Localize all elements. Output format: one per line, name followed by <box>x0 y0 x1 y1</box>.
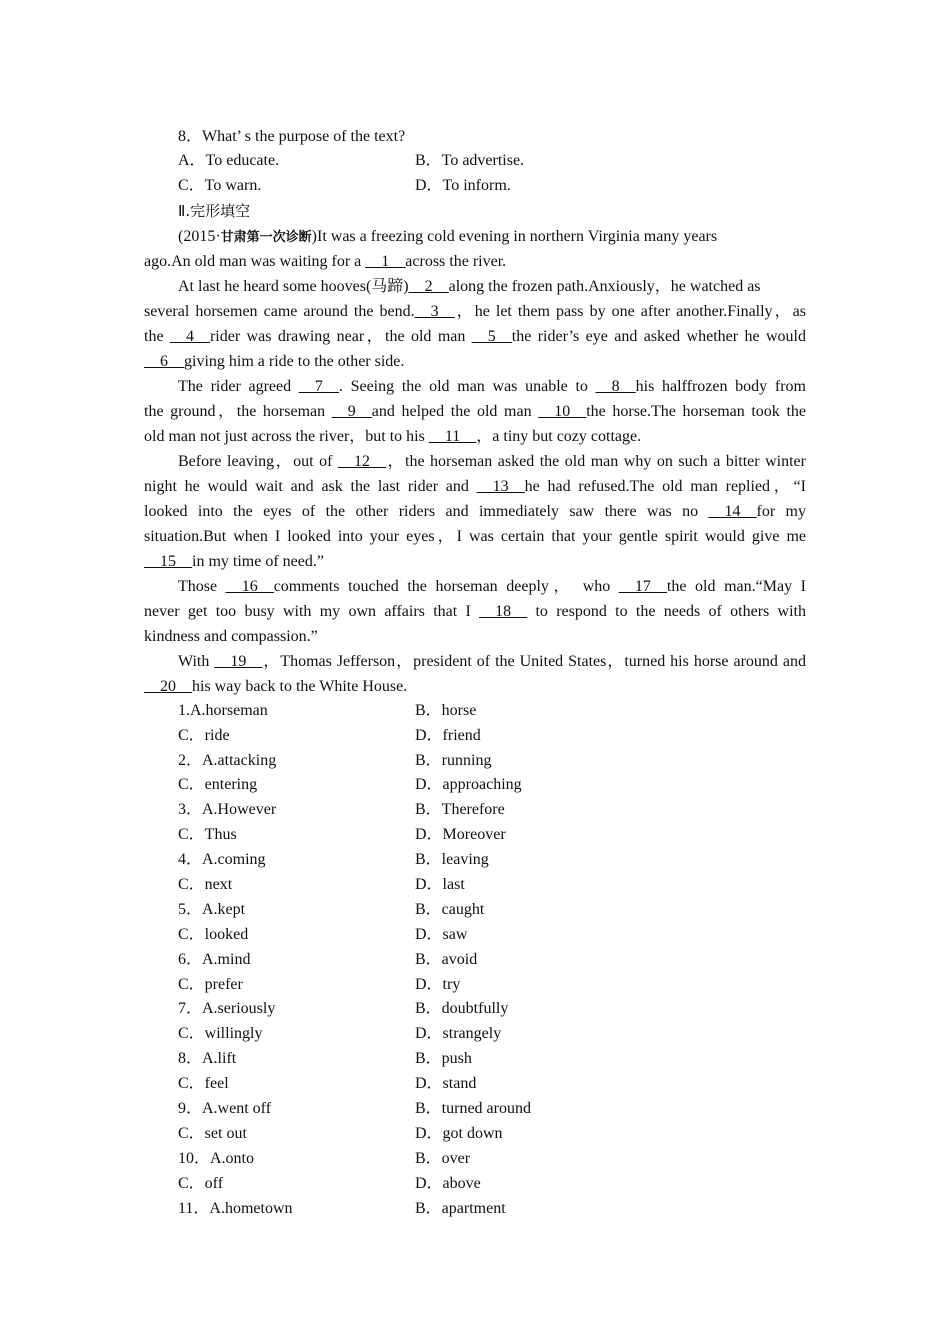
option-right: B．caught <box>415 900 485 918</box>
option-row <box>144 749 806 774</box>
passage-text: comments touched the horseman deeply， who <box>273 577 619 595</box>
option-right: B．horse <box>415 701 477 719</box>
option-left: 2．A.attacking <box>178 751 277 769</box>
option-row <box>144 724 806 749</box>
passage-text: Before leaving，out of <box>178 452 338 470</box>
option-left: C．ride <box>178 726 230 744</box>
passage-line <box>144 474 806 499</box>
document-page <box>144 124 806 1221</box>
passage-text: the rider’s eye and asked whether he would <box>511 327 806 345</box>
option-c: C．To warn. <box>178 176 262 194</box>
blank-11: __11__ <box>428 427 477 445</box>
option-row <box>144 699 806 724</box>
answer-options <box>144 699 806 1222</box>
option-right: B．doubtfully <box>415 1000 509 1018</box>
passage-line <box>144 649 806 674</box>
passage-line <box>144 299 806 324</box>
blank-9: __9__ <box>331 402 372 420</box>
passage-text: At last he heard some hooves(马蹄) <box>178 277 409 295</box>
passage-text: in my time of need.” <box>192 552 324 570</box>
passage-text: The rider agreed <box>178 377 299 395</box>
blank-17: __17__ <box>618 577 667 595</box>
option-a: A．To educate. <box>178 152 280 169</box>
source-suffix: ) <box>311 227 317 245</box>
option-row <box>144 848 806 873</box>
blank-1: __1__ <box>365 252 406 270</box>
passage-text: the old man.“May I <box>666 577 806 595</box>
passage-text: the <box>144 327 170 345</box>
passage-text: across the river. <box>405 252 507 270</box>
passage-text: the horse.The horseman took the <box>586 402 806 420</box>
passage-text: along the frozen path.Anxiously，he watched as <box>448 277 761 295</box>
passage-text: looked into the eyes of the other riders and immediately saw there was no <box>144 502 709 520</box>
blank-7: __7__ <box>298 377 339 395</box>
question-8-text: 8．What’ s the purpose of the text? <box>178 128 406 145</box>
option-left: 4．A.coming <box>178 851 266 869</box>
passage-text: to respond to the needs of others with <box>527 602 806 620</box>
source-prefix: (2015· <box>178 227 221 245</box>
source-label: 甘肃第一次诊断 <box>220 229 312 245</box>
option-left: C．off <box>178 1174 224 1192</box>
option-left: 3．A.However <box>178 801 277 819</box>
passage-text: night he would wait and ask the last rider and <box>144 477 477 495</box>
option-row <box>144 898 806 923</box>
option-left: C．next <box>178 876 233 894</box>
passage-line <box>144 449 806 474</box>
passage-text: ，a tiny but cozy cottage. <box>476 427 642 445</box>
passage-line <box>144 424 806 449</box>
option-row <box>144 997 806 1022</box>
passage-line <box>144 499 806 524</box>
question-8 <box>144 124 806 149</box>
blank-15: __15__ <box>144 552 192 570</box>
passage-line <box>144 374 806 399</box>
option-left: C．looked <box>178 925 249 943</box>
option-left: 11．A.hometown <box>178 1199 293 1217</box>
blank-18: __18__ <box>479 602 528 620</box>
blank-6: __6__ <box>144 352 184 370</box>
option-right: B．avoid <box>415 950 478 968</box>
option-row <box>144 873 806 898</box>
option-right: D．approaching <box>415 776 522 794</box>
option-left: 9．A.went off <box>178 1100 272 1118</box>
passage-text: ago.An old man was waiting for a <box>144 252 366 270</box>
option-right: D．stand <box>415 1075 477 1093</box>
option-row <box>144 1197 806 1222</box>
option-right: D．try <box>415 975 461 993</box>
option-row <box>144 1072 806 1097</box>
option-row <box>144 1122 806 1147</box>
option-left: 5．A.kept <box>178 900 246 918</box>
question-8-options-row-2 <box>144 174 806 199</box>
option-right: B．turned around <box>415 1100 531 1118</box>
option-row <box>144 798 806 823</box>
passage-text: kindness and compassion.” <box>144 627 318 645</box>
passage-line <box>144 674 806 699</box>
blank-13: __13__ <box>476 477 525 495</box>
option-row <box>144 823 806 848</box>
passage-text: With <box>178 652 215 670</box>
passage-line <box>144 599 806 624</box>
option-right: B．leaving <box>415 851 489 869</box>
passage-text: . Seeing the old man was unable to <box>338 377 596 395</box>
passage-text: and helped the old man <box>371 402 539 420</box>
option-left: C．Thus <box>178 826 237 844</box>
option-left: C．willingly <box>178 1025 263 1043</box>
section-heading <box>144 199 806 224</box>
passage-line <box>144 549 806 574</box>
option-d: D．To inform. <box>415 176 511 194</box>
option-row <box>144 1022 806 1047</box>
passage-line <box>144 574 806 599</box>
passage-text: for my <box>756 502 806 520</box>
passage-line <box>144 349 806 374</box>
passage-text: situation.But when I looked into your eyes，I was certain that your gentle spirit would give me <box>144 527 806 545</box>
option-left: 10．A.onto <box>178 1149 255 1167</box>
passage-text: the ground，the horseman <box>144 402 332 420</box>
option-row <box>144 948 806 973</box>
blank-20: __20__ <box>144 677 192 695</box>
option-left: C．set out <box>178 1124 247 1142</box>
passage-text: old man not just across the river，but to his <box>144 427 429 445</box>
option-right: D．above <box>415 1174 481 1192</box>
passage-text: never get too busy with my own affairs that I <box>144 602 480 620</box>
option-left: C．feel <box>178 1075 229 1093</box>
passage-line <box>144 249 806 274</box>
passage-line <box>144 524 806 549</box>
passage-line <box>144 324 806 349</box>
option-left: 6．A.mind <box>178 950 251 968</box>
section-heading-text: Ⅱ.完形填空 <box>178 201 251 220</box>
blank-10: __10__ <box>538 402 587 420</box>
passage-text: several horsemen came around the bend. <box>144 302 415 320</box>
blank-4: __4__ <box>169 327 210 345</box>
passage-text: ，he let them pass by one after another.Finally，as <box>454 302 806 320</box>
option-row <box>144 1147 806 1172</box>
option-left: 1.A.horseman <box>178 701 268 719</box>
passage-text: ，the horseman asked the old man why on such a bitter winter <box>385 452 806 470</box>
blank-5: __5__ <box>471 327 512 345</box>
option-right: B．running <box>415 751 492 769</box>
option-row <box>144 973 806 998</box>
option-left: 7．A.seriously <box>178 1000 276 1018</box>
passage-text: giving him a ride to the other side. <box>184 352 405 370</box>
blank-8: __8__ <box>595 377 636 395</box>
option-row <box>144 1172 806 1197</box>
passage-line <box>144 399 806 424</box>
blank-14: __14__ <box>708 502 757 520</box>
option-row <box>144 773 806 798</box>
option-left: 8．A.lift <box>178 1050 237 1068</box>
blank-3: __3__ <box>414 302 455 320</box>
passage-text: rider was drawing near，the old man <box>209 327 472 345</box>
passage-text: Those <box>178 577 226 595</box>
option-right: B．push <box>415 1050 472 1068</box>
blank-16: __16__ <box>225 577 274 595</box>
option-left: C．prefer <box>178 975 243 993</box>
option-left: C．entering <box>178 776 258 794</box>
option-row <box>144 1047 806 1072</box>
option-right: D．friend <box>415 726 481 744</box>
passage-text: It was a freezing cold evening in northern Virginia many years <box>317 227 718 245</box>
blank-12: __12__ <box>337 452 386 470</box>
blank-19: __19__ <box>214 652 263 670</box>
blank-2: __2__ <box>408 277 449 295</box>
option-row <box>144 1097 806 1122</box>
option-right: D．strangely <box>415 1025 502 1043</box>
question-8-options-row-1 <box>144 149 806 174</box>
option-right: B．over <box>415 1149 471 1167</box>
option-right: D．got down <box>415 1124 503 1142</box>
passage-line <box>144 624 806 649</box>
passage-text: ，Thomas Jefferson，president of the United States，turned his horse around and <box>262 652 806 670</box>
option-row <box>144 923 806 948</box>
passage-line <box>144 224 806 249</box>
passage-line <box>144 274 806 299</box>
passage-text: his way back to the White House. <box>192 677 408 695</box>
option-right: D．saw <box>415 925 468 943</box>
option-b: B．To advertise. <box>415 152 525 169</box>
passage-text: he had refused.The old man replied，“I <box>524 477 806 495</box>
option-right: B．apartment <box>415 1199 506 1217</box>
option-right: D．last <box>415 876 465 894</box>
option-right: D．Moreover <box>415 826 506 844</box>
passage-text: his halffrozen body from <box>635 377 807 395</box>
option-right: B．Therefore <box>415 801 505 819</box>
